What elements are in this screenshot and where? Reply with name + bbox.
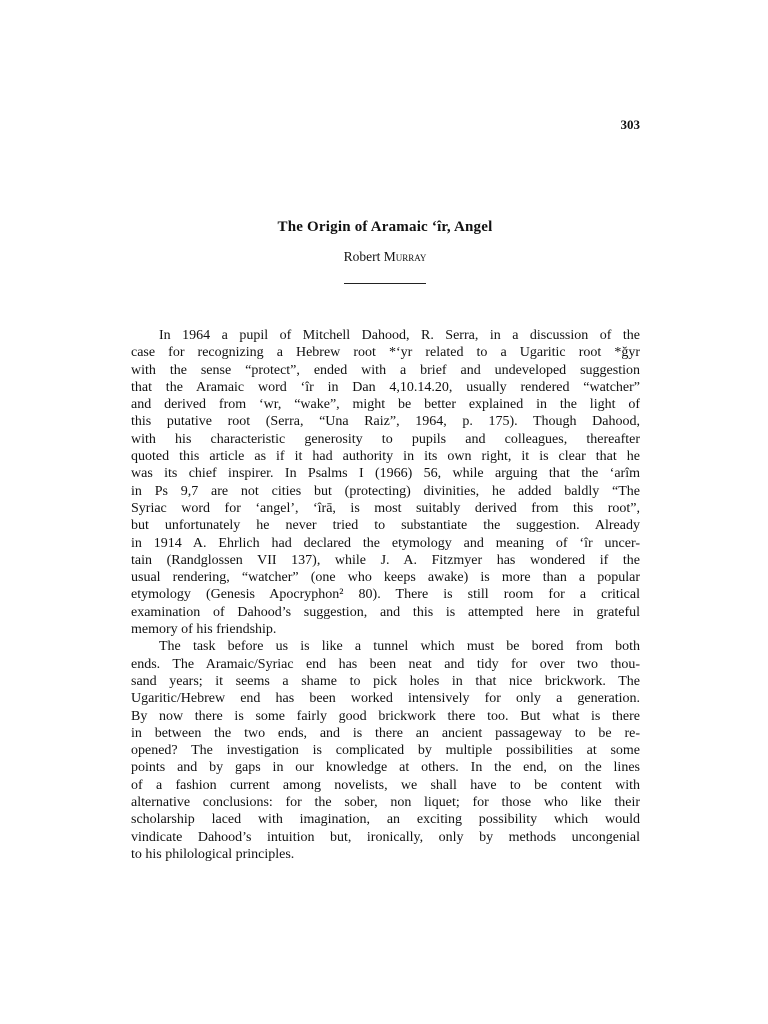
body-line: memory of his friendship.: [131, 622, 277, 638]
body-line: scholarship laced with imagination, an exciting possibility which would: [131, 812, 640, 828]
body-line: was its chief inspirer. In Psalms I (1966) 56, while arguing that the ‘arîm: [131, 466, 640, 482]
body-line: In 1964 a pupil of Mitchell Dahood, R. Serra, in a discussion of the: [159, 328, 640, 343]
body-line: vindicate Dahood’s intuition but, ironically, only by methods uncongenial: [131, 829, 640, 845]
body-line: Syriac word for ‘angel’, ‘îrā, is most suitably derived from this root”,: [131, 500, 640, 516]
body-line: case for recognizing a Hebrew root *‘yr related to a Ugaritic root *ğyr: [131, 345, 640, 361]
body-line: in Ps 9,7 are not cities but (protecting) divinities, he added baldly “The: [131, 483, 640, 499]
body-line: ends. The Aramaic/Syriac end has been neat and tidy for over two thou-: [131, 656, 640, 672]
body-line: that the Aramaic word ‘îr in Dan 4,10.14.20, usually rendered “watcher”: [131, 379, 640, 395]
body-line: but unfortunately he never tried to substantiate the suggestion. Already: [131, 518, 640, 534]
author-first-name: Robert: [343, 249, 381, 264]
body-line: By now there is some fairly good brickwork there too. But what is there: [131, 708, 640, 724]
page-number: 303: [620, 117, 640, 132]
body-line: with his characteristic generosity to pupils and colleagues, thereafter: [131, 431, 640, 447]
body-line: opened? The investigation is complicated by multiple possibilities at some: [131, 743, 640, 759]
body-line: tain (Randglossen VII 137), while J. A. Fitzmyer has wondered if the: [131, 552, 640, 568]
body-line: of a fashion current among novelists, we shall have to be content with: [131, 777, 640, 793]
body-line: in between the two ends, and is there an ancient passageway to be re-: [131, 725, 640, 741]
body-line: The task before us is like a tunnel which must be bored from both: [159, 639, 640, 655]
body-line: points and by gaps in our knowledge at others. In the end, on the lines: [131, 760, 640, 776]
body-line: Ugaritic/Hebrew end has been worked intensively for only a generation.: [131, 691, 640, 707]
body-line: usual rendering, “watcher” (one who keeps awake) is more than a popular: [131, 570, 640, 586]
body-line: in 1914 A. Ehrlich had declared the etymology and meaning of ‘îr uncer-: [131, 535, 640, 551]
body-line: sand years; it seems a shame to pick holes in that nice brickwork. The: [131, 673, 640, 689]
article-body: [131, 327, 640, 863]
body-line: and derived from ‘wr, “wake”, might be better explained in the light of: [131, 397, 640, 413]
body-line: this putative root (Serra, “Una Raiz”, 1964, p. 175). Though Dahood,: [131, 414, 640, 430]
body-line: to his philological principles.: [131, 846, 295, 862]
body-line: with the sense “protect”, ended with a brief and undeveloped suggestion: [131, 362, 640, 378]
article-title: The Origin of Aramaic ‘îr, Angel: [277, 219, 493, 235]
body-line: examination of Dahood’s suggestion, and this is attempted here in grateful: [131, 604, 640, 620]
title-divider: [344, 283, 426, 284]
body-line: quoted this article as if it had authority in its own right, it is clear that he: [131, 449, 640, 465]
body-line: alternative conclusions: for the sober, non liquet; for those who like their: [131, 795, 640, 811]
author-line: [130, 249, 640, 265]
body-line: etymology (Genesis Apocryphon² 80). There is still room for a critical: [131, 587, 640, 603]
author-last-name: Murray: [383, 249, 427, 264]
